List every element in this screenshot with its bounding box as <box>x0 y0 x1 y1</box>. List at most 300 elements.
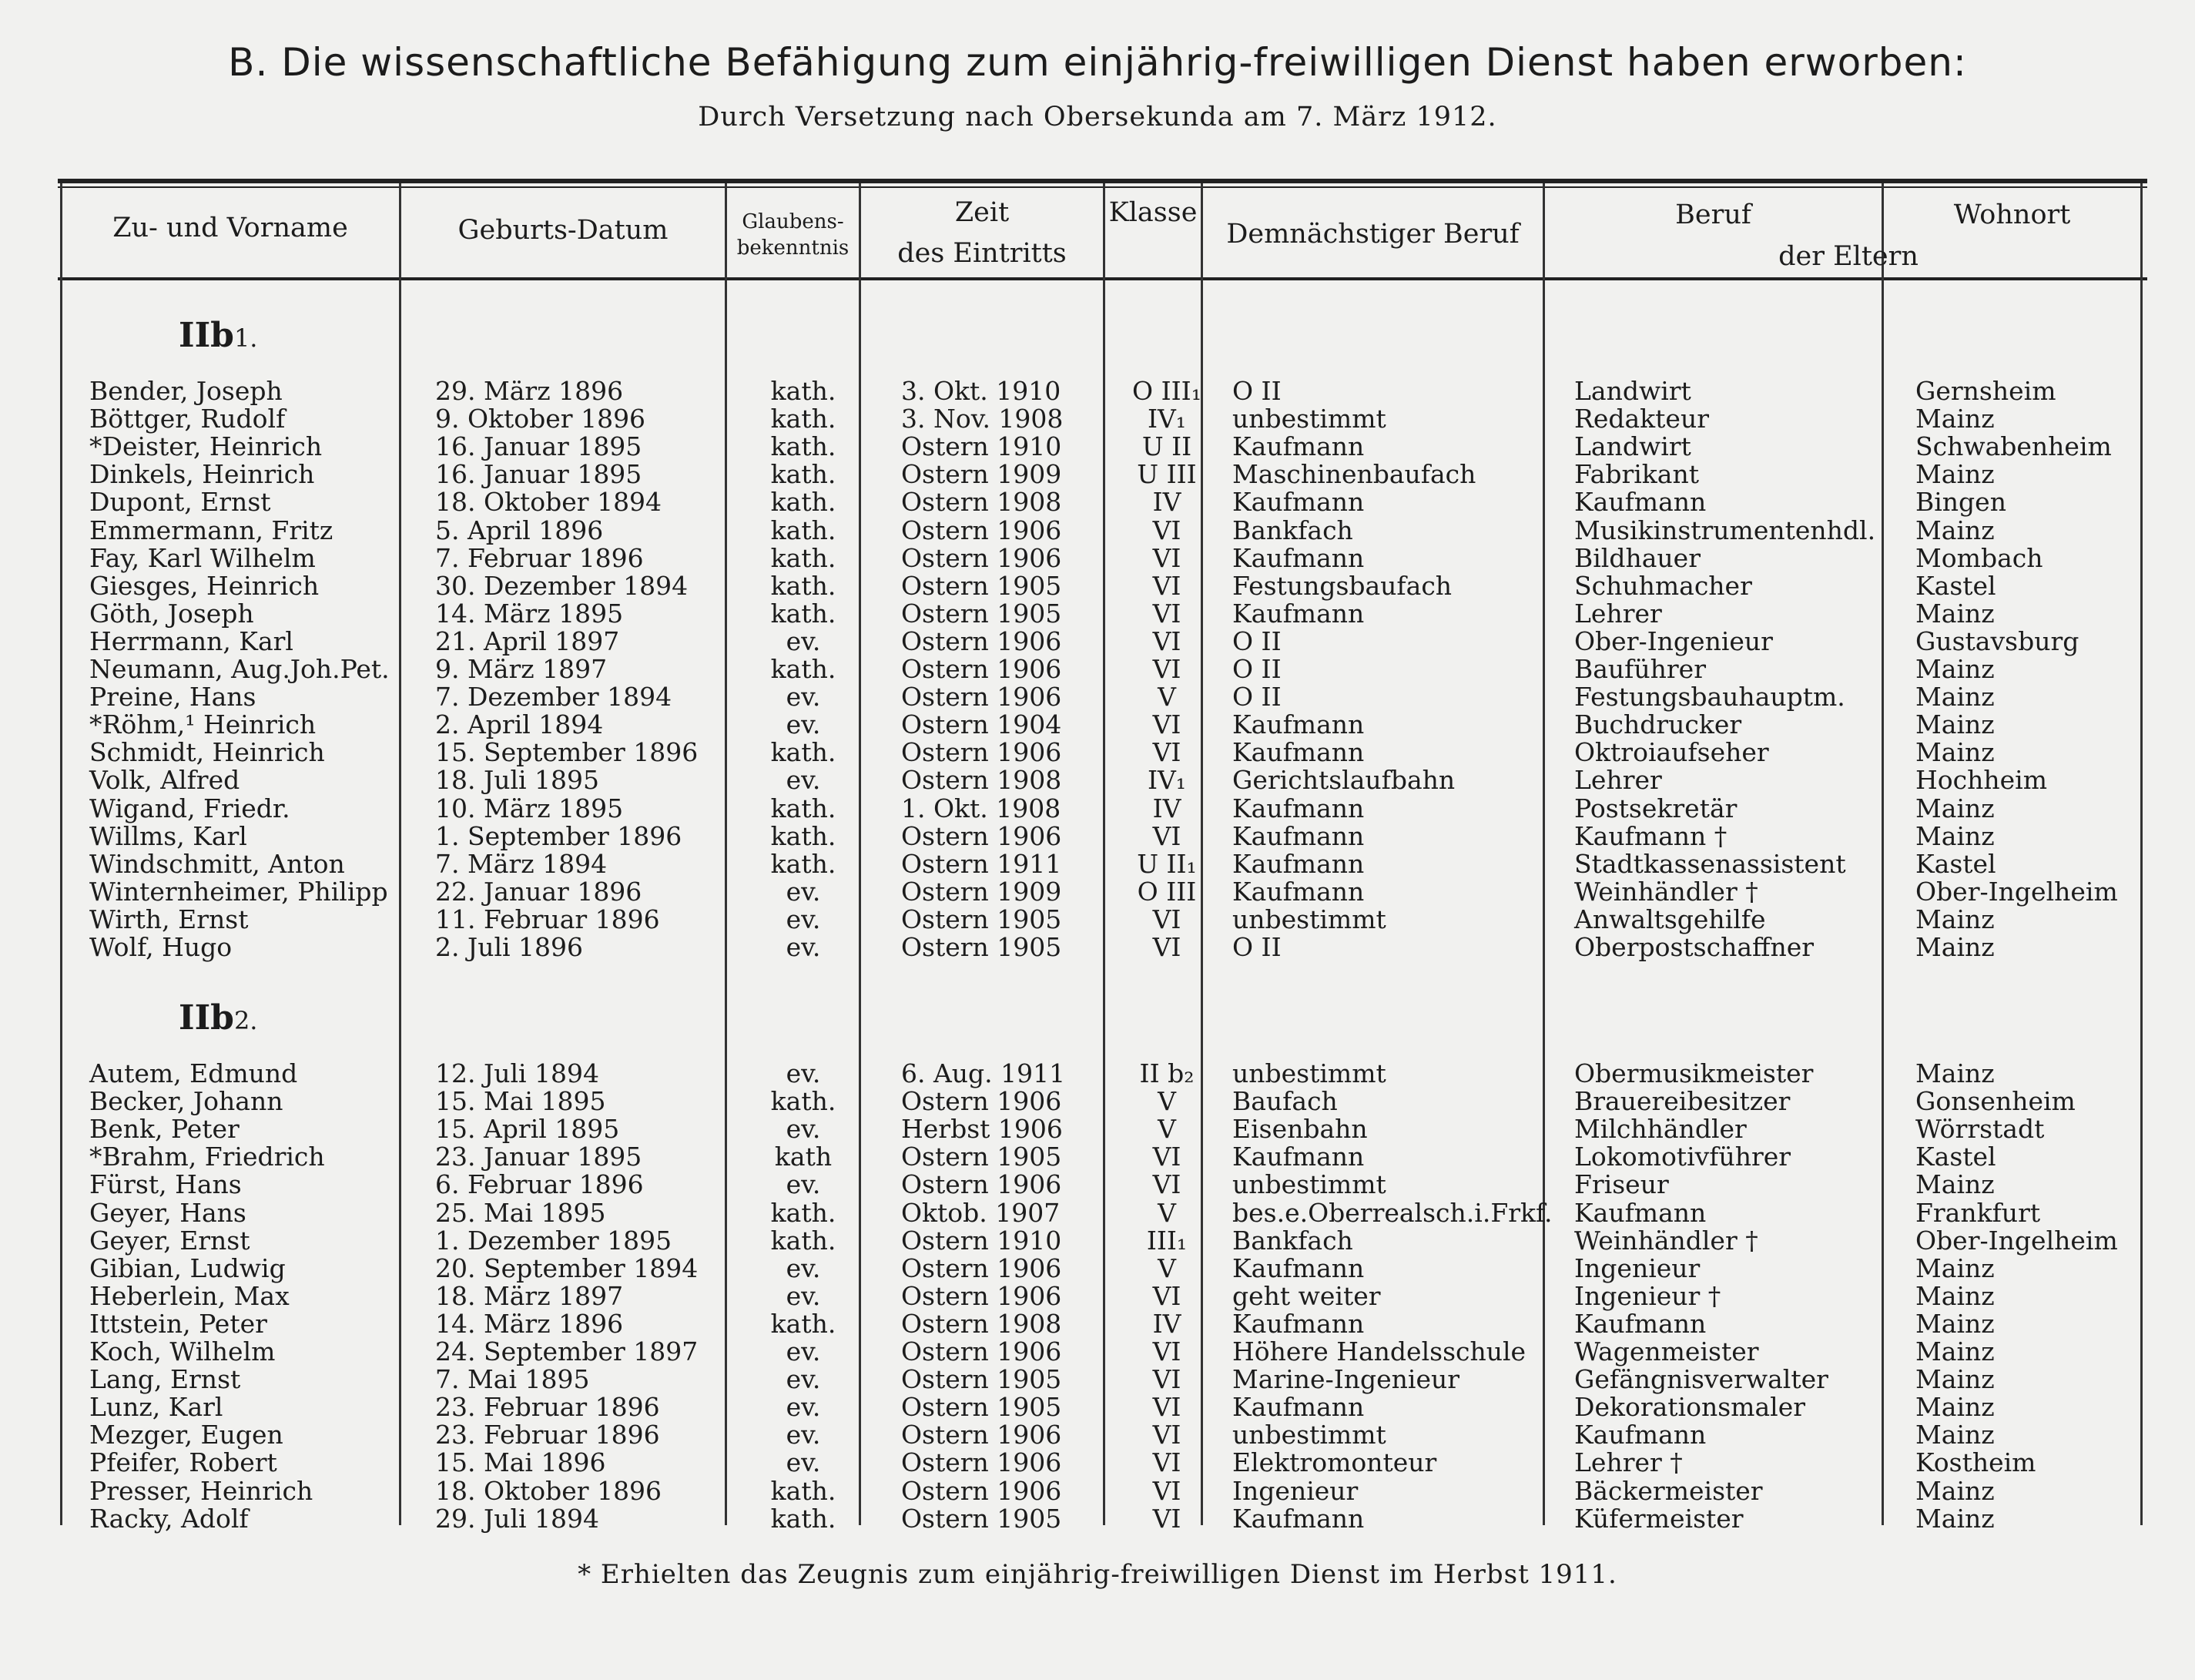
entry-cell: Ostern 1905 <box>901 904 1062 934</box>
parent-career-cell: Gefängnisverwalter <box>1574 1364 1828 1395</box>
parent-career-cell: Kaufmann <box>1574 487 1707 518</box>
birth-cell: 6. Februar 1896 <box>435 1169 644 1200</box>
residence-cell: Gonsenheim <box>1915 1086 2076 1117</box>
parent-career-cell: Lehrer <box>1574 598 1662 629</box>
residence-cell: Mainz <box>1915 1364 1995 1395</box>
entry-cell: Ostern 1906 <box>901 820 1062 851</box>
parent-career-cell: Dekorationsmaler <box>1574 1392 1805 1423</box>
table-row <box>0 1392 2195 1423</box>
name-cell: Fürst, Hans <box>89 1169 242 1200</box>
header-glaubens-line1: Glaubens- <box>742 210 844 233</box>
class-cell: V <box>1158 682 1176 713</box>
entry-cell: Ostern 1910 <box>901 1225 1062 1256</box>
residence-cell: Ober-Ingelheim <box>1915 876 2118 907</box>
residence-cell: Mainz <box>1915 598 1995 629</box>
name-cell: *Deister, Heinrich <box>89 431 323 462</box>
class-cell: O III <box>1137 876 1197 907</box>
religion-cell: kath. <box>770 404 836 434</box>
class-cell: VI <box>1152 1169 1181 1200</box>
residence-cell: Mainz <box>1915 1252 1995 1283</box>
residence-cell: Kostheim <box>1915 1447 2036 1478</box>
class-cell: VI <box>1152 625 1181 656</box>
birth-cell: 15. September 1896 <box>435 737 699 768</box>
religion-cell: kath. <box>770 1308 836 1339</box>
residence-cell: Mombach <box>1915 542 2043 573</box>
religion-cell: kath. <box>770 570 836 601</box>
class-cell: VI <box>1152 1447 1181 1478</box>
birth-cell: 7. Dezember 1894 <box>435 682 672 713</box>
entry-cell: Ostern 1906 <box>901 737 1062 768</box>
table-row <box>0 709 2195 740</box>
section-label: IIb <box>179 316 234 355</box>
class-cell: VI <box>1152 737 1181 768</box>
name-cell: Wigand, Friedr. <box>89 793 290 823</box>
residence-cell: Mainz <box>1915 515 1995 545</box>
name-cell: Presser, Heinrich <box>89 1475 313 1506</box>
religion-cell: kath. <box>770 1475 836 1506</box>
name-cell: Racky, Adolf <box>89 1503 249 1534</box>
religion-cell: ev. <box>786 1420 821 1450</box>
footnote: * Erhielten das Zeugnis zum einjährig-freiwilligen Dienst im Herbst 1911. <box>578 1559 1617 1590</box>
page-subtitle: Durch Versetzung nach Obersekunda am 7. März 1912. <box>698 102 1497 132</box>
entry-cell: Ostern 1909 <box>901 459 1062 490</box>
religion-cell: kath. <box>770 737 836 768</box>
name-cell: Gibian, Ludwig <box>89 1252 286 1283</box>
future-career-cell: Kaufmann <box>1232 793 1365 823</box>
birth-cell: 7. März 1894 <box>435 848 608 879</box>
name-cell: Windschmitt, Anton <box>89 848 345 879</box>
residence-cell: Mainz <box>1915 709 1995 740</box>
religion-cell: ev. <box>786 1392 821 1423</box>
birth-cell: 30. Dezember 1894 <box>435 570 689 601</box>
religion-cell: kath. <box>770 1086 836 1117</box>
religion-cell: kath. <box>770 1503 836 1534</box>
birth-cell: 21. April 1897 <box>435 625 620 656</box>
name-cell: *Brahm, Friedrich <box>89 1142 325 1172</box>
future-career-cell: Marine-Ingenieur <box>1232 1364 1460 1395</box>
entry-cell: Ostern 1906 <box>901 1280 1062 1311</box>
religion-cell: ev. <box>786 1252 821 1283</box>
entry-cell: Ostern 1905 <box>901 1503 1062 1534</box>
class-cell: VI <box>1152 542 1181 573</box>
name-cell: Wolf, Hugo <box>89 932 233 962</box>
class-cell: V <box>1158 1252 1176 1283</box>
name-cell: Dinkels, Heinrich <box>89 459 315 490</box>
class-cell: VI <box>1152 515 1181 545</box>
header-birth: Geburts-Datum <box>457 215 669 246</box>
residence-cell: Mainz <box>1915 404 1995 434</box>
table-row <box>0 793 2195 821</box>
class-cell: VI <box>1152 1280 1181 1311</box>
table-row <box>0 626 2195 654</box>
table-row <box>0 654 2195 682</box>
religion-cell: ev. <box>786 1364 821 1395</box>
table-row <box>0 737 2195 768</box>
parent-career-cell: Küfermeister <box>1574 1503 1744 1534</box>
future-career-cell: Maschinenbaufach <box>1232 459 1476 490</box>
name-cell: Ittstein, Peter <box>89 1308 267 1339</box>
parent-career-cell: Buchdrucker <box>1574 709 1742 740</box>
header-zeit-1: Zeit <box>954 197 1010 228</box>
table-row <box>0 1169 2195 1200</box>
entry-cell: Ostern 1906 <box>901 682 1062 713</box>
entry-cell: 3. Okt. 1910 <box>901 376 1061 406</box>
religion-cell: ev. <box>786 1058 821 1088</box>
birth-cell: 18. März 1897 <box>435 1280 624 1311</box>
parent-career-cell: Oktroiaufseher <box>1574 737 1769 768</box>
name-cell: Schmidt, Heinrich <box>89 737 325 768</box>
table-row <box>0 682 2195 713</box>
class-cell: IV <box>1152 487 1181 518</box>
table-row <box>0 376 2195 404</box>
name-cell: Bender, Joseph <box>89 376 283 406</box>
class-cell: V <box>1158 1086 1176 1117</box>
future-career-cell: Kaufmann <box>1232 431 1365 462</box>
future-career-cell: Kaufmann <box>1232 876 1365 907</box>
residence-cell: Schwabenheim <box>1915 431 2112 462</box>
parent-career-cell: Weinhändler † <box>1574 876 1758 907</box>
class-cell: VI <box>1152 1475 1181 1506</box>
future-career-cell: O II <box>1232 376 1282 406</box>
header-glaubens-line2: bekenntnis <box>736 236 850 260</box>
religion-cell: kath. <box>770 793 836 823</box>
entry-cell: Ostern 1906 <box>901 625 1062 656</box>
religion-cell: kath. <box>770 487 836 518</box>
class-cell: VI <box>1152 654 1181 684</box>
class-cell: VI <box>1152 904 1181 934</box>
residence-cell: Mainz <box>1915 1420 1995 1450</box>
parent-career-cell: Landwirt <box>1574 431 1691 462</box>
future-career-cell: unbestimmt <box>1232 904 1386 934</box>
parent-career-cell: Lokomotivführer <box>1574 1142 1791 1172</box>
entry-cell: Ostern 1905 <box>901 1142 1062 1172</box>
header-beruf: Beruf <box>1675 200 1751 230</box>
residence-cell: Mainz <box>1915 682 1995 713</box>
class-cell: VI <box>1152 570 1181 601</box>
religion-cell: kath. <box>770 848 836 879</box>
parent-career-cell: Stadtkassenassistent <box>1574 848 1846 879</box>
birth-cell: 18. Oktober 1896 <box>435 1475 662 1506</box>
entry-cell: Ostern 1908 <box>901 1308 1062 1339</box>
birth-cell: 9. März 1897 <box>435 654 608 684</box>
name-cell: Lang, Ernst <box>89 1364 241 1395</box>
future-career-cell: Bankfach <box>1232 1225 1353 1256</box>
parent-career-cell: Ingenieur <box>1574 1252 1701 1283</box>
birth-cell: 15. April 1895 <box>435 1114 620 1145</box>
header-eltern: der Eltern <box>1778 241 1919 272</box>
entry-cell: Ostern 1905 <box>901 598 1062 629</box>
entry-cell: Ostern 1906 <box>901 1420 1062 1450</box>
future-career-cell: Kaufmann <box>1232 542 1365 573</box>
residence-cell: Mainz <box>1915 904 1995 934</box>
future-career-cell: Kaufmann <box>1232 737 1365 768</box>
class-cell: O III₁ <box>1132 376 1201 406</box>
future-career-cell: Kaufmann <box>1232 598 1365 629</box>
birth-cell: 18. Oktober 1894 <box>435 487 662 518</box>
future-career-cell: Kaufmann <box>1232 1142 1365 1172</box>
name-cell: Becker, Johann <box>89 1086 283 1117</box>
religion-cell: ev. <box>786 1280 821 1311</box>
parent-career-cell: Bauführer <box>1574 654 1706 684</box>
parent-career-cell: Kaufmann <box>1574 1197 1707 1228</box>
table-row <box>0 515 2195 543</box>
parent-career-cell: Schuhmacher <box>1574 570 1752 601</box>
residence-cell: Gernsheim <box>1915 376 2056 406</box>
religion-cell: ev. <box>786 1336 821 1366</box>
religion-cell: kath. <box>770 598 836 629</box>
parent-career-cell: Bildhauer <box>1574 542 1701 573</box>
religion-cell: ev. <box>786 682 821 713</box>
birth-cell: 23. Februar 1896 <box>435 1392 660 1423</box>
table-row <box>0 1308 2195 1339</box>
birth-cell: 2. April 1894 <box>435 709 604 740</box>
birth-cell: 9. Oktober 1896 <box>435 404 646 434</box>
birth-cell: 22. Januar 1896 <box>435 876 642 907</box>
birth-cell: 2. Juli 1896 <box>435 932 584 962</box>
entry-cell: 6. Aug. 1911 <box>901 1058 1066 1088</box>
religion-cell: ev. <box>786 1169 821 1200</box>
future-career-cell: Höhere Handelsschule <box>1232 1336 1526 1366</box>
name-cell: Fay, Karl Wilhelm <box>89 542 316 573</box>
birth-cell: 12. Juli 1894 <box>435 1058 600 1088</box>
class-cell: VI <box>1152 1392 1181 1423</box>
future-career-cell: O II <box>1232 625 1282 656</box>
future-career-cell: Kaufmann <box>1232 848 1365 879</box>
header-wohnort: Wohnort <box>1953 200 2071 230</box>
table-row <box>0 1086 2195 1117</box>
table-row <box>0 487 2195 518</box>
birth-cell: 7. Mai 1895 <box>435 1364 590 1395</box>
class-cell: VI <box>1152 598 1181 629</box>
future-career-cell: unbestimmt <box>1232 1420 1386 1450</box>
birth-cell: 29. Juli 1894 <box>435 1503 600 1534</box>
birth-cell: 5. April 1896 <box>435 515 604 545</box>
class-cell: IV <box>1152 1308 1181 1339</box>
entry-cell: Ostern 1911 <box>901 848 1062 879</box>
future-career-cell: Eisenbahn <box>1232 1114 1368 1145</box>
table-row <box>0 598 2195 629</box>
residence-cell: Kastel <box>1915 570 1996 601</box>
parent-career-cell: Anwaltsgehilfe <box>1574 904 1766 934</box>
residence-cell: Ober-Ingelheim <box>1915 1225 2118 1256</box>
residence-cell: Mainz <box>1915 1308 1995 1339</box>
header-glaubens <box>727 210 859 262</box>
name-cell: Winternheimer, Philipp <box>89 876 388 907</box>
table-row <box>0 1364 2195 1395</box>
residence-cell: Mainz <box>1915 1392 1995 1423</box>
future-career-cell: Gerichtslaufbahn <box>1232 765 1456 796</box>
residence-cell: Bingen <box>1915 487 2006 518</box>
residence-cell: Kastel <box>1915 1142 1996 1172</box>
religion-cell: kath <box>774 1142 833 1172</box>
birth-cell: 25. Mai 1895 <box>435 1197 606 1228</box>
religion-cell: kath. <box>770 654 836 684</box>
name-cell: Volk, Alfred <box>89 765 240 796</box>
religion-cell: ev. <box>786 625 821 656</box>
parent-career-cell: Obermusikmeister <box>1574 1058 1814 1088</box>
religion-cell: kath. <box>770 542 836 573</box>
entry-cell: Ostern 1905 <box>901 932 1062 962</box>
birth-cell: 14. März 1896 <box>435 1308 624 1339</box>
future-career-cell: Kaufmann <box>1232 1392 1365 1423</box>
table-row <box>0 876 2195 907</box>
header-beruf-future: Demnächstiger Beruf <box>1226 219 1520 250</box>
class-cell: VI <box>1152 1142 1181 1172</box>
religion-cell: ev. <box>786 709 821 740</box>
future-career-cell: O II <box>1232 654 1282 684</box>
parent-career-cell: Bäckermeister <box>1574 1475 1763 1506</box>
class-cell: VI <box>1152 709 1181 740</box>
residence-cell: Mainz <box>1915 1169 1995 1200</box>
future-career-cell: bes.e.Oberrealsch.i.Frkf. <box>1232 1197 1553 1228</box>
religion-cell: ev. <box>786 1447 821 1478</box>
class-cell: V <box>1158 1114 1176 1145</box>
birth-cell: 29. März 1896 <box>435 376 624 406</box>
table-row <box>0 904 2195 932</box>
residence-cell: Gustavsburg <box>1915 625 2079 656</box>
parent-career-cell: Festungsbauhauptm. <box>1574 682 1845 713</box>
birth-cell: 15. Mai 1895 <box>435 1086 606 1117</box>
future-career-cell: Kaufmann <box>1232 1252 1365 1283</box>
table-row <box>0 1420 2195 1450</box>
religion-cell: ev. <box>786 876 821 907</box>
name-cell: Geyer, Hans <box>89 1197 246 1228</box>
religion-cell: kath. <box>770 459 836 490</box>
future-career-cell: Elektromonteur <box>1232 1447 1437 1478</box>
parent-career-cell: Musikinstrumentenhdl. <box>1574 515 1876 545</box>
table-row <box>0 1476 2195 1504</box>
residence-cell: Mainz <box>1915 1475 1995 1506</box>
table-row <box>0 1058 2195 1086</box>
birth-cell: 14. März 1895 <box>435 598 624 629</box>
class-cell: VI <box>1152 1336 1181 1366</box>
entry-cell: Ostern 1906 <box>901 1086 1062 1117</box>
table-row <box>0 1225 2195 1256</box>
name-cell: Neumann, Aug.Joh.Pet. <box>89 654 390 684</box>
entry-cell: Ostern 1906 <box>901 542 1062 573</box>
future-career-cell: unbestimmt <box>1232 404 1386 434</box>
parent-career-cell: Fabrikant <box>1574 459 1699 490</box>
birth-cell: 1. Dezember 1895 <box>435 1225 672 1256</box>
parent-career-cell: Oberpostschaffner <box>1574 932 1815 962</box>
religion-cell: kath. <box>770 376 836 406</box>
residence-cell: Mainz <box>1915 1280 1995 1311</box>
entry-cell: Ostern 1904 <box>901 709 1062 740</box>
birth-cell: 18. Juli 1895 <box>435 765 600 796</box>
birth-cell: 16. Januar 1895 <box>435 431 642 462</box>
future-career-cell: O II <box>1232 932 1282 962</box>
future-career-cell: O II <box>1232 682 1282 713</box>
table-row <box>0 1198 2195 1226</box>
residence-cell: Mainz <box>1915 793 1995 823</box>
entry-cell: Ostern 1908 <box>901 487 1062 518</box>
class-cell: V <box>1158 1197 1176 1228</box>
section-sub: 2. <box>233 1006 258 1035</box>
header-name: Zu- und Vorname <box>112 213 348 243</box>
residence-cell: Wörrstadt <box>1915 1114 2045 1145</box>
table-row <box>0 404 2195 434</box>
entry-cell: Ostern 1906 <box>901 1475 1062 1506</box>
birth-cell: 1. September 1896 <box>435 820 682 851</box>
name-cell: Lunz, Karl <box>89 1392 223 1423</box>
parent-career-cell: Lehrer <box>1574 765 1662 796</box>
name-cell: Pfeifer, Robert <box>89 1447 277 1478</box>
parent-career-cell: Brauereibesitzer <box>1574 1086 1791 1117</box>
future-career-cell: Festungsbaufach <box>1232 570 1453 601</box>
name-cell: Göth, Joseph <box>89 598 254 629</box>
name-cell: Böttger, Rudolf <box>89 404 286 434</box>
birth-cell: 16. Januar 1895 <box>435 459 642 490</box>
parent-career-cell: Kaufmann <box>1574 1308 1707 1339</box>
entry-cell: Ostern 1905 <box>901 1364 1062 1395</box>
residence-cell: Hochheim <box>1915 765 2048 796</box>
entry-cell: 1. Okt. 1908 <box>901 793 1061 823</box>
table-row <box>0 1281 2195 1309</box>
class-cell: VI <box>1152 1364 1181 1395</box>
entry-cell: Ostern 1906 <box>901 1252 1062 1283</box>
entry-cell: 3. Nov. 1908 <box>901 404 1064 434</box>
name-cell: Preine, Hans <box>89 682 256 713</box>
table-row <box>0 431 2195 462</box>
section-label-iib2 <box>179 998 257 1038</box>
name-cell: Willms, Karl <box>89 820 247 851</box>
future-career-cell: Bankfach <box>1232 515 1353 545</box>
table-row <box>0 1447 2195 1478</box>
residence-cell: Mainz <box>1915 1058 1995 1088</box>
class-cell: VI <box>1152 1503 1181 1534</box>
entry-cell: Ostern 1905 <box>901 1392 1062 1423</box>
class-cell: II b₂ <box>1139 1058 1195 1088</box>
class-cell: IV₁ <box>1147 765 1187 796</box>
class-cell: VI <box>1152 932 1181 962</box>
name-cell: Herrmann, Karl <box>89 625 293 656</box>
class-cell: VI <box>1152 820 1181 851</box>
name-cell: Dupont, Ernst <box>89 487 271 518</box>
table-row <box>0 1142 2195 1172</box>
class-cell: U III <box>1137 459 1197 490</box>
class-cell: U II₁ <box>1137 848 1197 879</box>
birth-cell: 7. Februar 1896 <box>435 542 644 573</box>
parent-career-cell: Kaufmann <box>1574 1420 1707 1450</box>
birth-cell: 20. September 1894 <box>435 1252 699 1283</box>
name-cell: Heberlein, Max <box>89 1280 290 1311</box>
entry-cell: Oktob. 1907 <box>901 1197 1061 1228</box>
table-row <box>0 571 2195 599</box>
religion-cell: kath. <box>770 431 836 462</box>
entry-cell: Ostern 1906 <box>901 654 1062 684</box>
parent-career-cell: Ingenieur † <box>1574 1280 1721 1311</box>
parent-career-cell: Postsekretär <box>1574 793 1738 823</box>
parent-career-cell: Lehrer † <box>1574 1447 1683 1478</box>
class-cell: VI <box>1152 1420 1181 1450</box>
table-row <box>0 1114 2195 1145</box>
page-title: B. Die wissenschaftliche Befähigung zum einjährig-freiwilligen Dienst haben erworben: <box>228 40 1967 85</box>
residence-cell: Mainz <box>1915 737 1995 768</box>
residence-cell: Mainz <box>1915 1503 1995 1534</box>
name-cell: Wirth, Ernst <box>89 904 249 934</box>
entry-cell: Ostern 1909 <box>901 876 1062 907</box>
section-sub: 1. <box>233 324 258 353</box>
parent-career-cell: Kaufmann † <box>1574 820 1728 851</box>
religion-cell: ev. <box>786 1114 821 1145</box>
parent-career-cell: Wagenmeister <box>1574 1336 1759 1366</box>
entry-cell: Herbst 1906 <box>901 1114 1063 1145</box>
name-cell: Geyer, Ernst <box>89 1225 250 1256</box>
entry-cell: Ostern 1906 <box>901 1447 1062 1478</box>
table-row <box>0 821 2195 849</box>
entry-cell: Ostern 1906 <box>901 1169 1062 1200</box>
class-cell: IV <box>1152 793 1181 823</box>
